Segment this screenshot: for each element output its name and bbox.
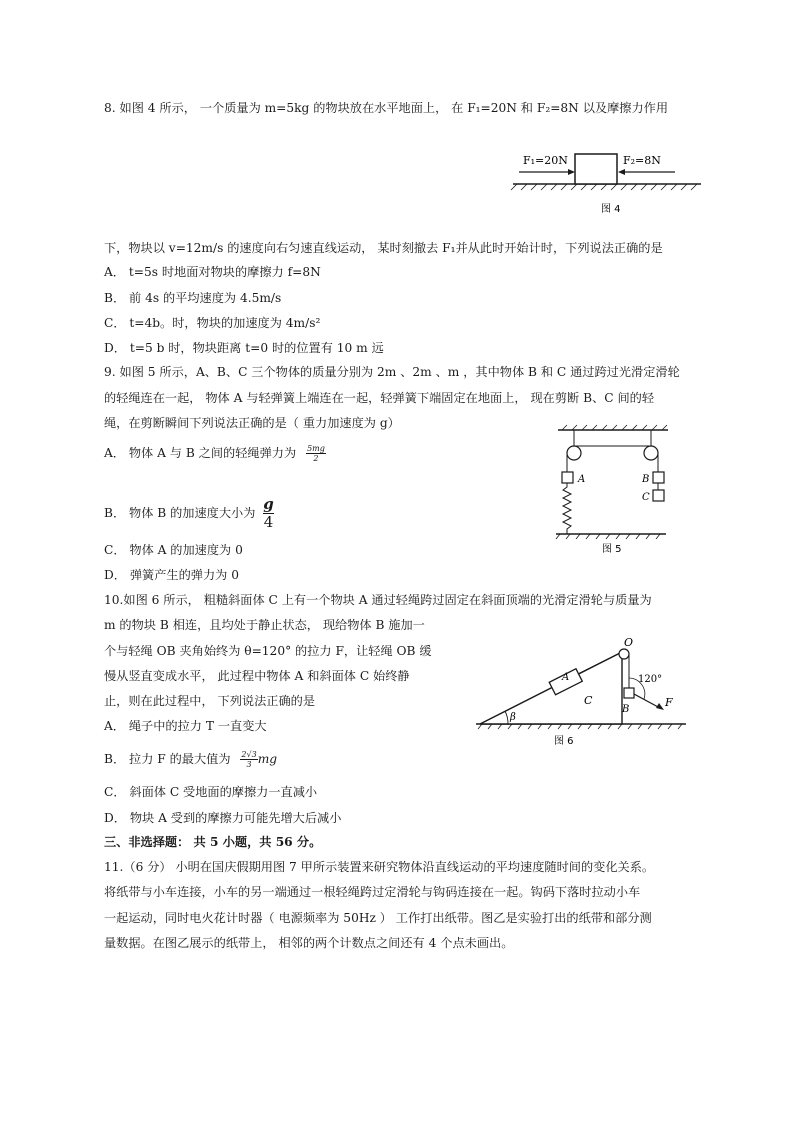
spring	[563, 483, 571, 534]
label-a: A	[562, 672, 570, 683]
q8-option-b: B． 前 4s 的平均速度为 4.5m/s	[104, 291, 282, 305]
pulley-left	[567, 446, 581, 460]
fraction-g-over-4	[263, 496, 274, 531]
figure-5	[554, 424, 674, 560]
label-beta: β	[510, 712, 516, 723]
q10-stem-line1: 10.如图 6 所示， 粗糙斜面体 C 上有一个物块 A 通过轻绳跨过固定在斜面顶端的光滑定滑轮与质量为	[104, 593, 652, 607]
q9-option-d: D． 弹簧产生的弹力为 0	[104, 568, 239, 582]
figure-6-caption: 图 6	[554, 736, 574, 747]
q10-stem-line3: 个与轻绳 OB 夹角始终为 θ=120° 的拉力 F，让轻绳 OB 缓	[104, 644, 432, 658]
q10-option-b-text: B． 拉力 F 的最大值为	[104, 752, 231, 766]
fraction-denominator: 4	[263, 513, 274, 531]
block	[575, 154, 617, 184]
label-b: B	[642, 474, 650, 485]
figure-4-drawing	[505, 148, 705, 222]
pulley-right	[644, 446, 658, 460]
figure-6-drawing	[474, 636, 690, 748]
q10-option-a: A． 绳子中的拉力 T 一直变大	[104, 719, 267, 733]
label-f: F	[665, 696, 673, 709]
q10-option-c: C． 斜面体 C 受地面的摩擦力一直减小	[104, 785, 318, 799]
q9-option-a-text: A． 物体 A 与 B 之间的轻绳弹力为	[104, 446, 297, 460]
q8-stem-line1: 8. 如图 4 所示， 一个质量为 m=5kg 的物块放在水平地面上， 在 F₁=20N 和 F₂=8N 以及摩擦力作用	[104, 101, 669, 115]
label-c: C	[642, 492, 650, 503]
fraction-denominator: 3	[246, 760, 252, 769]
q8-option-d: D． t=5 b 时，物块距离 t=0 时的位置有 10 m 远	[104, 341, 384, 355]
force-f-line	[634, 694, 660, 708]
q9-option-b	[104, 496, 274, 531]
q10-stem-line2: m 的物块 B 相连，且均处于静止状态， 现给物体 B 施加一	[104, 618, 425, 632]
f2-label: F₂=8N	[623, 154, 661, 167]
q8-option-c: C． t=4b。时，物块的加速度为 4m/s²	[104, 316, 321, 330]
q10-option-b-suffix: mg	[257, 752, 278, 766]
q9-option-c: C． 物体 A 的加速度为 0	[104, 543, 243, 557]
fraction-numerator: 5mg	[307, 444, 325, 453]
q11-line1: 11.（6 分） 小明在国庆假期用图 7 甲所示装置来研究物体沿直线运动的平均速度随时间的变化关系。	[104, 860, 655, 874]
fraction-5mg-over-2	[306, 444, 326, 463]
block-b	[624, 688, 634, 698]
q9-stem-line3: 绳，在剪断瞬间下列说法正确的是（ 重力加速度为 g）	[104, 416, 400, 430]
label-o: O	[624, 636, 634, 649]
q9-stem-line1: 9. 如图 5 所示，A、B、C 三个物体的质量分别为 2m 、2m 、m ，其中物体 B 和 C 通过跨过光滑定滑轮	[104, 365, 680, 379]
block-c	[653, 490, 664, 501]
label-a: A	[578, 474, 586, 485]
fraction-denominator: 2	[313, 454, 319, 463]
q11-line4: 量数据。在图乙展示的纸带上， 相邻的两个计数点之间还有 4 个点未画出。	[104, 936, 514, 950]
q10-option-d: D． 物块 A 受到的摩擦力可能先增大后减小	[104, 811, 342, 825]
q9-option-a	[104, 444, 326, 463]
block-a	[562, 472, 573, 483]
label-angle-120: 120°	[638, 674, 663, 685]
q9-stem-line2: 的轻绳连在一起， 物体 A 与轻弹簧上端连在一起，轻弹簧下端固定在地面上， 现在剪断 B、C 间的轻	[104, 391, 655, 405]
pulley	[619, 649, 629, 659]
q10-option-b	[104, 750, 277, 769]
q11-line3: 一起运动，同时电火花计时器（ 电源频率为 50Hz ） 工作打出纸带。图乙是实验打出的纸带和部分测	[104, 911, 652, 925]
label-c: C	[584, 694, 593, 707]
q10-stem-line5: 止，则在此过程中， 下列说法正确的是	[104, 694, 316, 708]
section-3-heading: 三、非选择题： 共 5 小题，共 56 分。	[104, 835, 322, 849]
q8-stem-line2: 下，物块以 v=12m/s 的速度向右匀速直线运动， 某时刻撤去 F₁并从此时开始计时，下列说法正确的是	[104, 241, 663, 255]
force-f-arrowhead	[656, 703, 664, 710]
q9-option-b-text: B． 物体 B 的加速度大小为	[104, 506, 256, 520]
fraction-numerator: 2√3	[241, 750, 257, 759]
f1-label: F₁=20N	[523, 154, 568, 167]
figure-5-drawing	[554, 424, 674, 560]
fraction-numerator: g	[263, 495, 274, 513]
figure-4-caption: 图 4	[601, 204, 621, 215]
fraction-2sqrt3-over-3	[240, 750, 257, 769]
figure-5-caption: 图 5	[602, 544, 622, 555]
block-b	[653, 472, 664, 483]
q11-line2: 将纸带与小车连接，小车的另一端通过一根轻绳跨过定滑轮与钩码连接在一起。钩码下落时拉动小车	[104, 885, 641, 899]
figure-4	[505, 148, 705, 222]
q8-option-a: A． t=5s 时地面对物块的摩擦力 f=8N	[104, 265, 321, 279]
figure-6	[474, 636, 690, 748]
label-b: B	[622, 704, 630, 715]
q10-stem-line4: 慢从竖直变成水平， 此过程中物体 A 和斜面体 C 始终静	[104, 669, 410, 683]
